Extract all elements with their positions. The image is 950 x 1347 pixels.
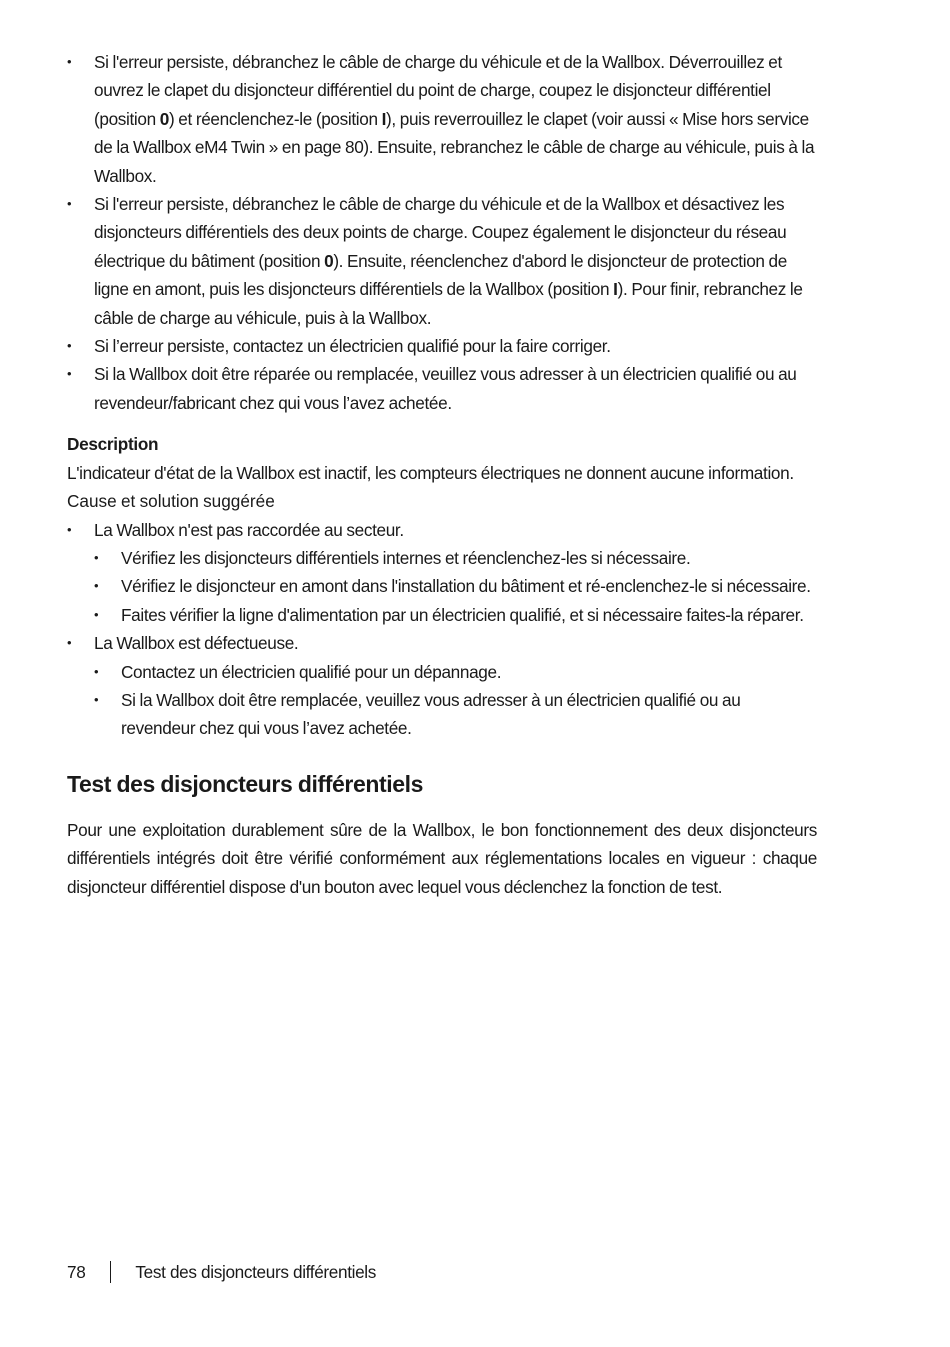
page-number: 78	[67, 1262, 86, 1282]
list-item	[67, 190, 817, 332]
list-item	[67, 360, 817, 417]
bullet-icon: •	[67, 521, 72, 537]
list-item-text: La Wallbox n'est pas raccordée au secteur.	[94, 519, 404, 540]
sub-list-item-text: Vérifiez le disjoncteur en amont dans l'installation du bâtiment et ré-enclenchez-le si nécessaire.	[121, 576, 811, 597]
footer-chapter-title: Test des disjoncteurs différentiels	[135, 1262, 377, 1282]
description-heading: Description	[67, 434, 159, 455]
bullet-icon: •	[67, 196, 72, 212]
bullet-icon: •	[94, 663, 99, 679]
sub-list-item	[94, 658, 817, 686]
bullet-icon: •	[67, 635, 72, 651]
sub-list-item-text: Si la Wallbox doit être remplacée, veuillez vous adresser à un électricien qualifié ou au revendeur chez qui vous l’avez achetée.	[121, 689, 741, 739]
sub-list-item-text: Faites vérifier la ligne d'alimentation par un électricien qualifié, et si nécessaire faites-la réparer.	[121, 604, 804, 625]
bullet-icon: •	[94, 606, 99, 622]
list-item-text: La Wallbox est défectueuse.	[94, 633, 299, 654]
sub-list-item	[94, 686, 817, 743]
description-text: L'indicateur d'état de la Wallbox est inactif, les compteurs électriques ne donnent aucune information.	[67, 462, 794, 483]
solution-list	[94, 544, 817, 629]
cause-heading: Cause et solution suggérée	[67, 491, 275, 512]
bullet-icon: •	[67, 366, 72, 382]
list-item	[67, 332, 817, 360]
sub-list-item	[94, 544, 817, 572]
switch-position-off: 0	[159, 108, 169, 129]
sub-list-item	[94, 572, 817, 600]
list-item-text: Si la Wallbox doit être réparée ou remplacée, veuillez vous adresser à un électricien qualifié ou au revendeur/fabricant chez qui vous l’avez achetée.	[94, 364, 797, 413]
bullet-icon: •	[67, 338, 72, 354]
list-item-text: Si l'erreur persiste, débranchez le câble de charge du véhicule et de la Wallbox. Déverrouillez et ouvrez le clapet du disjoncteur différentiel du point de charge, coupez le disjoncteur différentiel (position 0) et réenclenchez-le (position I), puis reverrouillez le clapet (voir aussi « Mise hors service de la Wallbox eM4 Twin » en page 80). Ensuite, rebranchez le câble de charge au véhicule, puis à la Wallbox.	[94, 52, 815, 186]
bullet-icon: •	[67, 54, 72, 69]
list-item-text: Si l'erreur persiste, débranchez le câble de charge du véhicule et de la Wallbox et désactivez les disjoncteurs différentiels des deux points de charge. Coupez également le disjoncteur du réseau électrique du bâtiment (position 0). Ensuite, réenclenchez d'abord le disjoncteur de protection de ligne en amont, puis les disjoncteurs différentiels de la Wallbox (position I). Pour finir, rebranchez le câble de charge au véhicule, puis à la Wallbox.	[94, 194, 803, 328]
switch-position-on: I	[381, 108, 387, 129]
solution-list	[94, 658, 817, 743]
bullet-icon: •	[94, 691, 99, 707]
switch-position-on: I	[613, 279, 618, 300]
list-item	[67, 516, 817, 630]
page-footer	[67, 1258, 376, 1286]
sub-list-item	[94, 601, 817, 629]
sub-list-item-text: Contactez un électricien qualifié pour un dépannage.	[121, 661, 502, 682]
list-item	[67, 629, 817, 743]
switch-position-off: 0	[324, 250, 334, 271]
bullet-icon: •	[94, 549, 99, 565]
list-item	[67, 48, 817, 190]
section-title: Test des disjoncteurs différentiels	[67, 770, 424, 797]
page-content	[67, 48, 817, 901]
troubleshooting-steps-list	[67, 48, 817, 417]
cause-list	[67, 516, 817, 743]
section-paragraph: Pour une exploitation durablement sûre de la Wallbox, le bon fonctionnement des deux disjoncteurs différentiels intégrés doit être vérifié conformément aux réglementations locales en vigueur : chaque disjoncteur différentiel dispose d'un bouton avec lequel vous déclenchez la fonction de test.	[67, 819, 817, 897]
sub-list-item-text: Vérifiez les disjoncteurs différentiels internes et réenclenchez-les si nécessaire.	[121, 547, 691, 568]
footer-divider	[110, 1261, 111, 1283]
bullet-icon: •	[94, 578, 99, 594]
list-item-text: Si l’erreur persiste, contactez un électricien qualifié pour la faire corriger.	[94, 336, 611, 357]
